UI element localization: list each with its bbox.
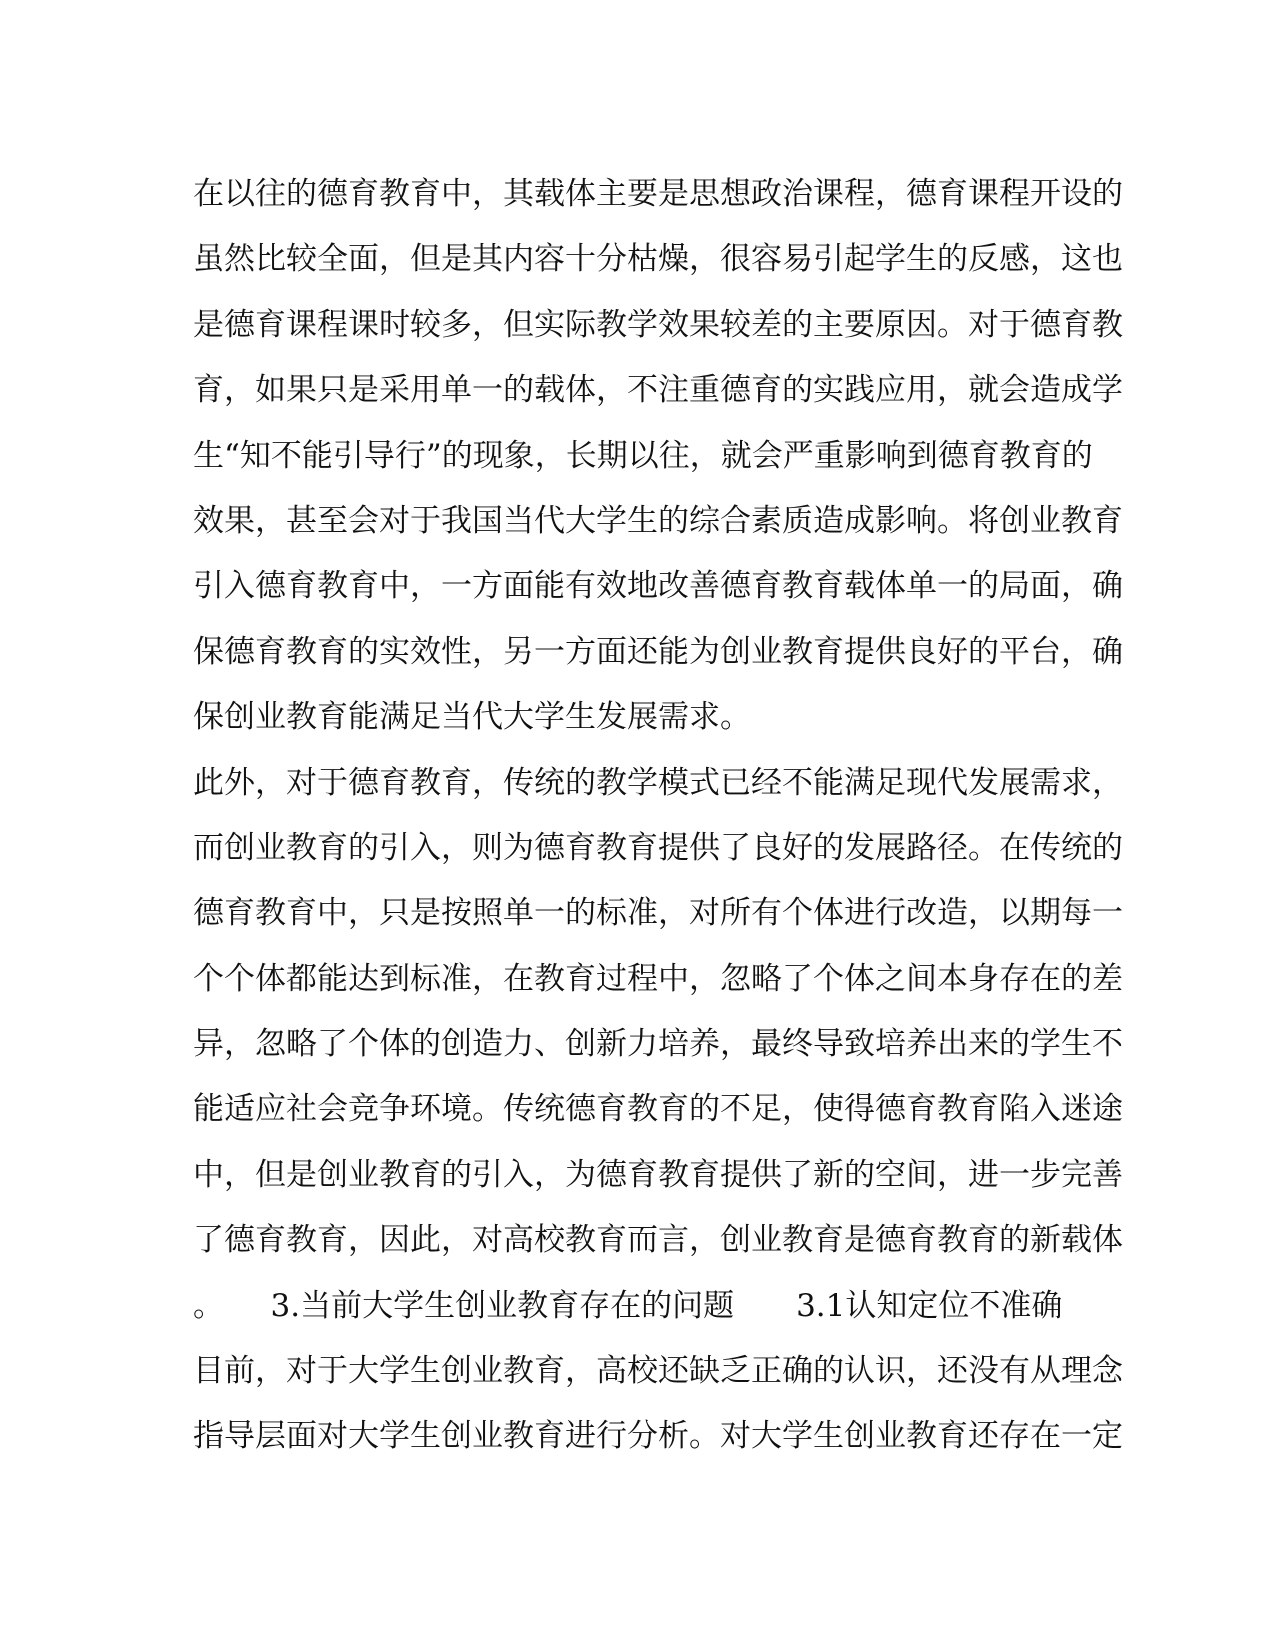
text-line: 效果，甚至会对于我国当代大学生的综合素质造成影响。将创业教育 [193,502,1123,539]
text-line: 目前，对于大学生创业教育，高校还缺乏正确的认识，还没有从理念 [193,1353,1123,1390]
text-line: 能适应社会竞争环境。传统德育教育的不足，使得德育教育陷入迷途 [193,1091,1123,1128]
text-line: 是德育课程课时较多，但实际教学效果较差的主要原因。对于德育教 [193,306,1123,343]
text-line: 而创业教育的引入，则为德育教育提供了良好的发展路径。在传统的 [193,829,1123,866]
text-line: 异，忽略了个体的创造力、创新力培养，最终导致培养出来的学生不 [193,1026,1123,1063]
text-line: 在以往的德育教育中，其载体主要是思想政治课程，德育课程开设的 [193,176,1123,212]
text-line: 此外，对于德育教育，传统的教学模式已经不能满足现代发展需求， [193,764,1123,801]
text-line: 了德育教育，因此，对高校教育而言，创业教育是德育教育的新载体 [193,1222,1123,1259]
text-line: 虽然比较全面，但是其内容十分枯燥，很容易引起学生的反感，这也 [193,241,1123,278]
text-line: 生“知不能引导行”的现象，长期以往，就会严重影响到德育教育的 [193,437,1093,474]
text-line: 保德育教育的实效性，另一方面还能为创业教育提供良好的平台，确 [193,633,1123,670]
text-line: 德育教育中，只是按照单一的标准，对所有个体进行改造，以期每一 [193,895,1123,932]
text-line: 保创业教育能满足当代大学生发展需求。 [193,699,751,736]
text-line: 指导层面对大学生创业教育进行分析。对大学生创业教育还存在一定 [193,1418,1123,1455]
body-text [193,162,1123,1470]
text-line: 个个体都能达到标准，在教育过程中，忽略了个体之间本身存在的差 [193,960,1123,997]
text-line: 育，如果只是采用单一的载体，不注重德育的实践应用，就会造成学 [193,372,1123,409]
text-line: 引入德育教育中，一方面能有效地改善德育教育载体单一的局面，确 [193,568,1123,605]
text-line: 。 3.当前大学生创业教育存在的问题 3.1认知定位不准确 [193,1287,1063,1324]
text-line: 中，但是创业教育的引入，为德育教育提供了新的空间，进一步完善 [193,1156,1123,1193]
